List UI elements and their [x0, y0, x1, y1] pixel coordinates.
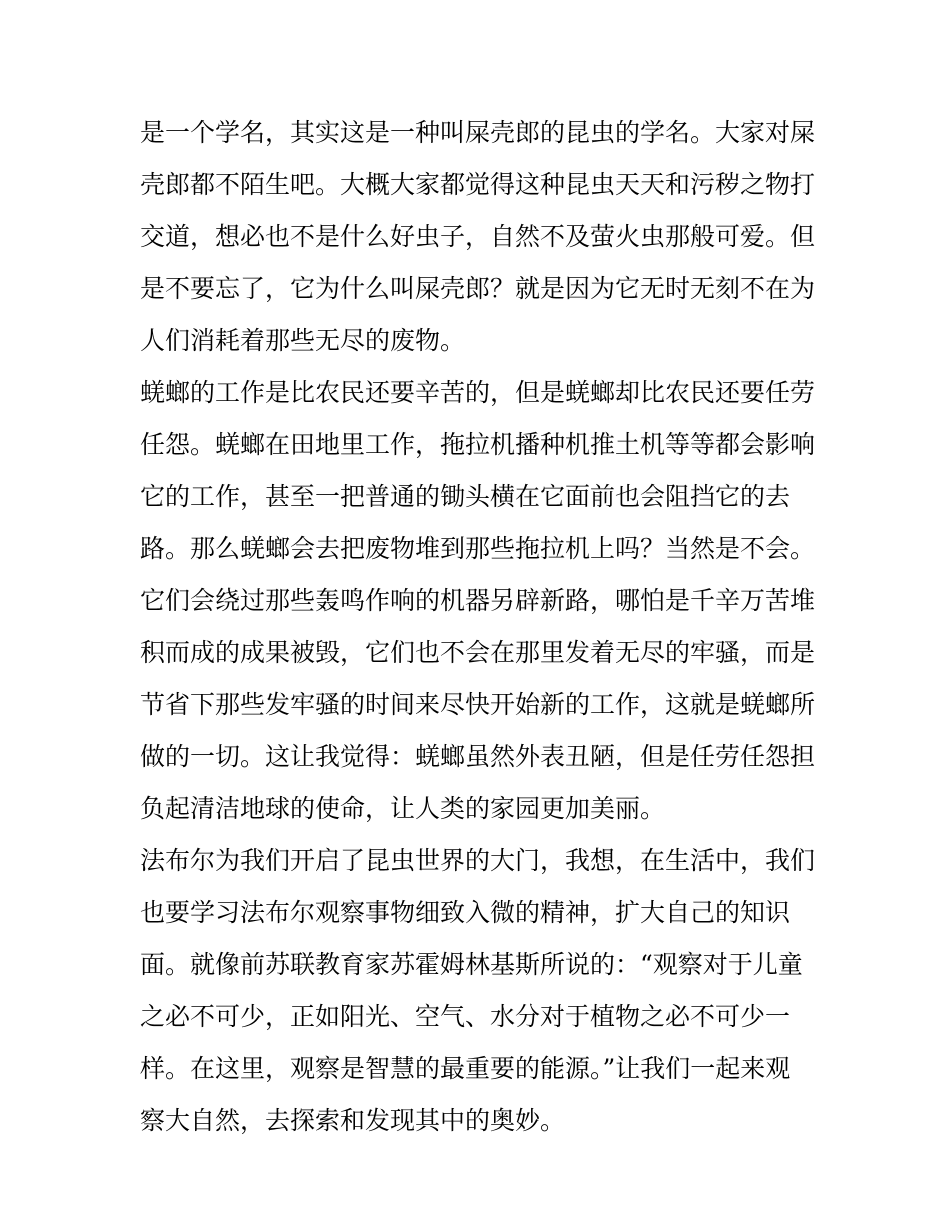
text-line: 之必不可少，正如阳光、空气、水分对于植物之必不可少一 [140, 1002, 791, 1031]
text-line: 交道，想必也不是什么好虫子，自然不及萤火虫那般可爱。但 [140, 222, 816, 251]
text-line: 它们会绕过那些轰鸣作响的机器另辟新路，哪怕是千辛万苦堆 [140, 586, 816, 615]
text-line: 节省下那些发牢骚的时间来尽快开始新的工作，这就是蜣螂所 [140, 690, 816, 719]
paragraph [140, 107, 830, 367]
text-line: 路。那么蜣螂会去把废物堆到那些拖拉机上吗？当然是不会。 [140, 534, 816, 563]
text-line: 法布尔为我们开启了昆虫世界的大门，我想，在生活中，我们 [140, 846, 816, 875]
text-line: 任怨。蜣螂在田地里工作，拖拉机播种机推土机等等都会影响 [140, 430, 816, 459]
text-line: 做的一切。这让我觉得：蜣螂虽然外表丑陋，但是任劳任怨担 [140, 742, 816, 771]
text-line: 人们消耗着那些无尽的废物。 [140, 326, 466, 355]
text-line: 也要学习法布尔观察事物细致入微的精神，扩大自己的知识 [140, 898, 791, 927]
text-line: 面。就像前苏联教育家苏霍姆林基斯所说的：“观察对于儿童 [140, 950, 803, 979]
text-line: 负起清洁地球的使命，让人类的家园更加美丽。 [140, 794, 666, 823]
text-line: 样。在这里，观察是智慧的最重要的能源。”让我们一起来观 [140, 1054, 791, 1083]
text-line: 积而成的成果被毁，它们也不会在那里发着无尽的牢骚，而是 [140, 638, 816, 667]
paragraph [140, 835, 830, 1147]
text-line: 它的工作，甚至一把普通的锄头横在它面前也会阻挡它的去 [140, 482, 791, 511]
text-line: 壳郎都不陌生吧。大概大家都觉得这种昆虫天天和污秽之物打 [140, 170, 816, 199]
text-line: 是不要忘了，它为什么叫屎壳郎？就是因为它无时无刻不在为 [140, 274, 816, 303]
text-line: 是一个学名，其实这是一种叫屎壳郎的昆虫的学名。大家对屎 [140, 118, 816, 147]
paragraph [140, 367, 830, 835]
document-body [140, 107, 830, 1147]
text-line: 察大自然，去探索和发现其中的奥妙。 [140, 1106, 566, 1135]
text-line: 蜣螂的工作是比农民还要辛苦的，但是蜣螂却比农民还要任劳 [140, 378, 816, 407]
